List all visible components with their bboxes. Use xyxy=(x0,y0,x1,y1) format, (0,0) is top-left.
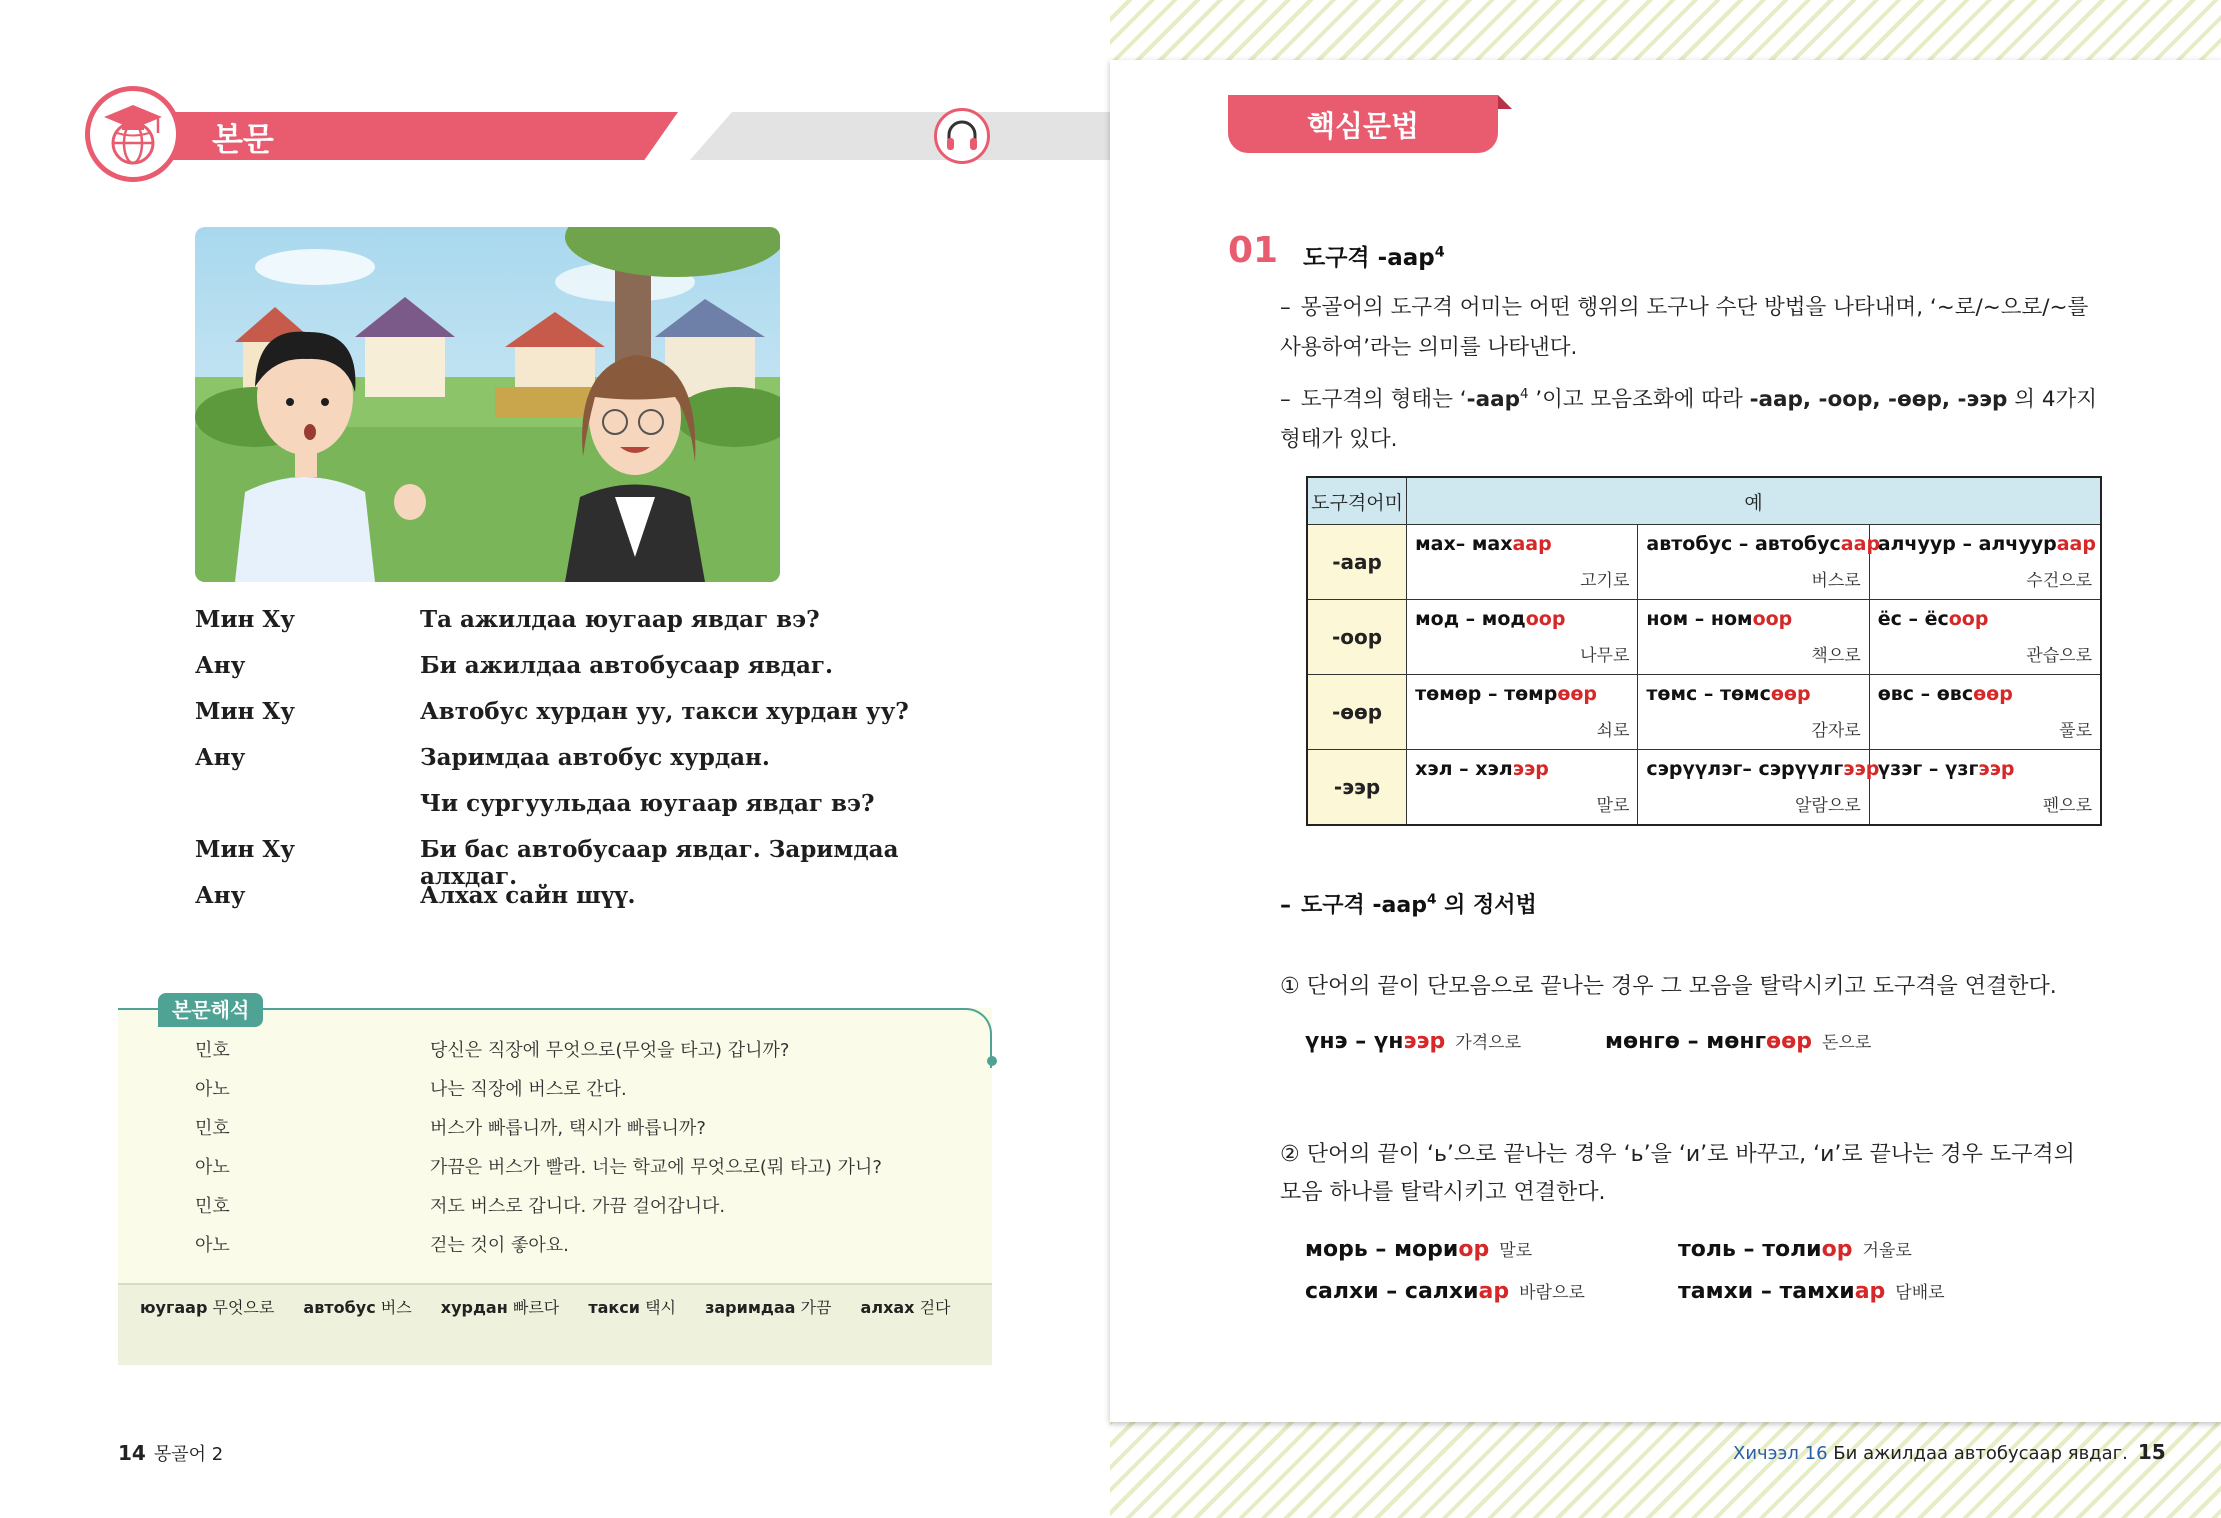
vocab-item: юугаар 무엇으로 xyxy=(140,1298,275,1317)
dialogue-speaker: Мин Ху xyxy=(195,698,295,725)
dialogue-row xyxy=(195,606,975,646)
table-row xyxy=(1307,525,2101,600)
example-cell: ном – номоор 책으로 xyxy=(1638,600,1869,675)
explanation-paragraph: – 몽골어의 도구격 어미는 어떤 행위의 도구나 수단 방법을 나타내며, ‘~로/~으로/~를 사용하여’라는 의미를 나타낸다. xyxy=(1280,295,2089,360)
translation-line: 저도 버스로 갑니다. 가끔 걸어갑니다. xyxy=(430,1196,726,1217)
orthography-rule-1: ① 단어의 끝이 단모음으로 끝나는 경우 그 모음을 탈락시키고 도구격을 연결한다. xyxy=(1280,974,2057,999)
dialogue-line: Та ажилдаа юугаар явдаг вэ? xyxy=(420,606,820,633)
example-cell: хэл – хэлээр 말로 xyxy=(1407,750,1638,826)
translation-row xyxy=(195,1231,975,1267)
rule-example: салхи – салхиар 바람으로 xyxy=(1305,1279,1585,1304)
translation-speaker: 아노 xyxy=(195,1157,230,1178)
dialogue-line: Чи сургуульдаа юугаар явдаг вэ? xyxy=(420,790,875,817)
dialogue-line: Би ажилдаа автобусаар явдаг. xyxy=(420,652,834,679)
translation-line: 걷는 것이 좋아요. xyxy=(430,1235,569,1256)
translation-row xyxy=(195,1114,975,1150)
vocabulary-list xyxy=(140,1295,975,1318)
dialogue-speaker: Ану xyxy=(195,744,246,771)
table-row xyxy=(1307,675,2101,750)
example-cell: үзэг – үзгээр 펜으로 xyxy=(1869,750,2101,826)
rule-example: мөнгө – мөнгөөр 돈으로 xyxy=(1605,1029,1872,1054)
translation-line: 버스가 빠릅니까, 택시가 빠릅니까? xyxy=(430,1118,706,1139)
dialogue-speaker: Ану xyxy=(195,652,246,679)
example-cell: мах– махаар 고기로 xyxy=(1407,525,1638,600)
translation-badge: 본문해석 xyxy=(158,993,263,1027)
translation-row xyxy=(195,1192,975,1228)
example-cell: алчуур – алчуураар 수건으로 xyxy=(1869,525,2101,600)
book-title: 몽골어 2 xyxy=(153,1444,224,1465)
example-cell: автобус – автобусаар 버스로 xyxy=(1638,525,1869,600)
example-cell: ёс – ёсоор 관습으로 xyxy=(1869,600,2101,675)
rule-example: үнэ – үнээр 가격으로 xyxy=(1305,1029,1521,1054)
table-row xyxy=(1307,750,2101,826)
page-number: 15 xyxy=(2137,1440,2166,1464)
dialogue-row xyxy=(195,744,975,784)
lesson-title: Би ажилдаа автобусаар явдаг. xyxy=(1833,1443,2128,1464)
section-banner xyxy=(118,112,678,160)
dialogue-line: Автобус хурдан уу, такси хурдан уу? xyxy=(420,698,909,725)
translation-speaker: 아노 xyxy=(195,1235,230,1256)
dialogue-speaker: Ану xyxy=(195,882,246,909)
translation-row xyxy=(195,1036,975,1072)
section-title: 본문 xyxy=(212,120,274,158)
dialogue-illustration xyxy=(195,227,780,582)
suffix-cell: -өөр xyxy=(1307,675,1407,750)
translation-speaker: 민호 xyxy=(195,1040,230,1061)
orthography-rule-2: ② 단어의 끝이 ‘ь’으로 끝나는 경우 ‘ь’을 ‘и’로 바꾸고, ‘и’로 끝나는 경우 도구격의 모음 하나를 탈락시키고 연결한다. xyxy=(1280,1142,2075,1205)
translation-box-dot xyxy=(987,1056,997,1066)
right-page-footer xyxy=(1733,1440,2166,1464)
vocab-item: хурдан 빠르다 xyxy=(440,1298,560,1317)
vocab-item: алхах 걷다 xyxy=(860,1298,951,1317)
translation-speaker: 아노 xyxy=(195,1079,230,1100)
translation-row xyxy=(195,1153,975,1189)
rule-example: морь – мориор 말로 xyxy=(1305,1237,1533,1262)
dialogue-row xyxy=(195,790,975,830)
suffix-cell: -аар xyxy=(1307,525,1407,600)
suffix-cell: -оор xyxy=(1307,600,1407,675)
dialogue-speaker: Мин Ху xyxy=(195,836,295,863)
table-header-examples: 예 xyxy=(1407,477,2101,525)
dialogue-line: Алхах сайн шүү. xyxy=(420,882,636,909)
example-cell: мод – модоор 나무로 xyxy=(1407,600,1638,675)
translation-row xyxy=(195,1075,975,1111)
page-number: 14 xyxy=(118,1441,146,1465)
example-cell: сэрүүлэг– сэрүүлгээр 알람으로 xyxy=(1638,750,1869,826)
headphones-audio-icon[interactable] xyxy=(934,108,990,164)
orthography-heading: – 도구격 -аар$^4$ 의 정서법 xyxy=(1280,891,1537,918)
translation-line: 가끔은 버스가 빨라. 너는 학교에 무엇으로(뭐 타고) 가니? xyxy=(430,1157,882,1178)
banner-grey-stripe xyxy=(690,112,1110,160)
dialogue-line: Заримдаа автобус хурдан. xyxy=(420,744,770,771)
translation-speaker: 민호 xyxy=(195,1118,230,1139)
vocab-item: автобус 버스 xyxy=(303,1298,412,1317)
instrumental-case-table xyxy=(1306,476,2102,826)
left-page-footer xyxy=(118,1440,223,1466)
section-number: 01 xyxy=(1228,230,1279,271)
graduation-cap-globe-icon xyxy=(85,86,181,182)
dialogue-row xyxy=(195,882,975,922)
core-grammar-title: 핵심문법 xyxy=(1306,109,1420,143)
dialogue-row xyxy=(195,698,975,738)
translation-speaker: 민호 xyxy=(195,1196,230,1217)
dialogue-line: Би бас автобусаар явдаг. Заримдаа алхдаг. xyxy=(420,836,899,890)
vocab-item: заримдаа 가끔 xyxy=(705,1298,832,1317)
rule-example: толь – толиор 거울로 xyxy=(1678,1237,1912,1262)
section-title: 도구격 -аар$^4$ xyxy=(1303,244,1445,271)
rule-example: тамхи – тамхиар 담배로 xyxy=(1678,1279,1945,1304)
example-cell: төмөр – төмрөөр 쇠로 xyxy=(1407,675,1638,750)
dialogue-speaker: Мин Ху xyxy=(195,606,295,633)
translation-line: 나는 직장에 버스로 간다. xyxy=(430,1079,627,1100)
vocab-item: такси 택시 xyxy=(588,1298,676,1317)
translation-line: 당신은 직장에 무엇으로(무엇을 타고) 갑니까? xyxy=(430,1040,790,1061)
table-header-suffix: 도구격어미 xyxy=(1307,477,1407,525)
table-row xyxy=(1307,600,2101,675)
dialogue-row xyxy=(195,836,975,890)
dialogue-row xyxy=(195,652,975,692)
example-cell: өвс – өвсөөр 풀로 xyxy=(1869,675,2101,750)
suffix-cell: -ээр xyxy=(1307,750,1407,826)
explanation-paragraph: – 도구격의 형태는 ‘-аар$^4$ ’이고 모음조화에 따라 -аар, -оор, -өөр, -ээр 의 4가지 형태가 있다. xyxy=(1280,386,2098,452)
lesson-label: Хичээл 16 xyxy=(1733,1443,1828,1464)
example-cell: төмс – төмсөөр 감자로 xyxy=(1638,675,1869,750)
